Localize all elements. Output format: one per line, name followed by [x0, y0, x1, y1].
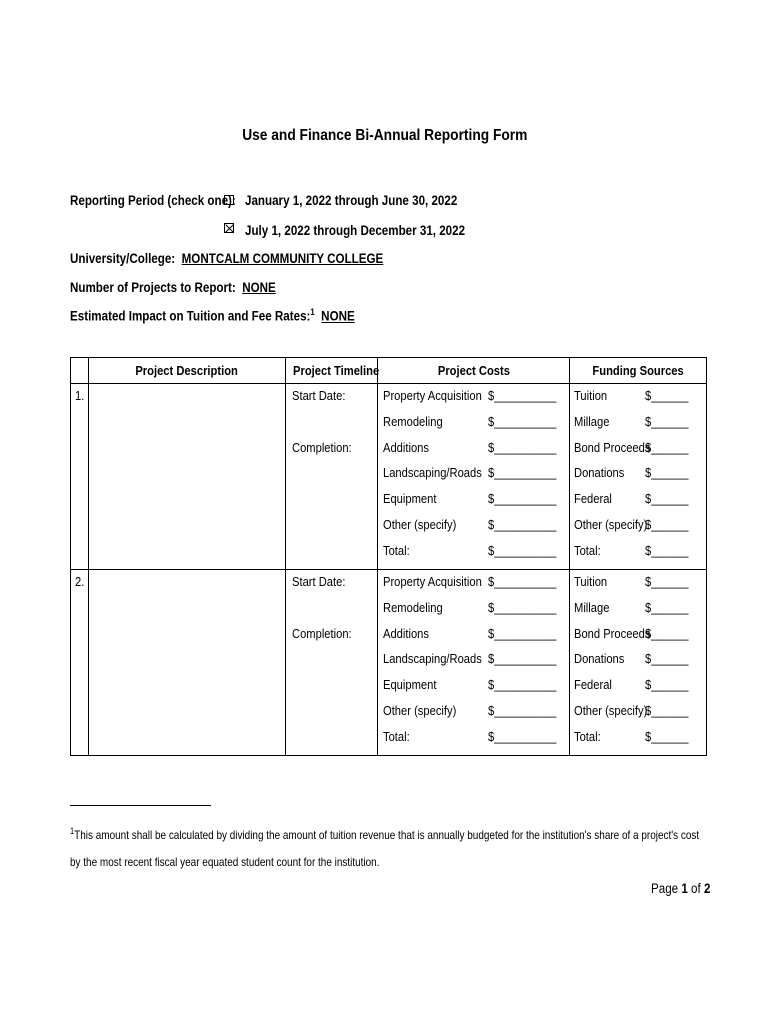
funding-item-label: Donations [574, 651, 625, 667]
header-description: Project Description [89, 358, 286, 384]
cost-amount-field[interactable]: $__________ [488, 651, 557, 667]
cost-item-label: Landscaping/Roads [383, 651, 482, 667]
cost-amount-field[interactable]: $__________ [488, 599, 557, 615]
period-checkbox-2[interactable] [224, 223, 234, 233]
cost-amount-field[interactable]: $__________ [488, 388, 557, 403]
cost-item-label: Additions [383, 439, 429, 455]
completion-label: Completion: [292, 625, 352, 641]
cost-item-label: Remodeling [383, 599, 443, 615]
cost-item-label: Other (specify) [383, 517, 457, 532]
cost-amount-field[interactable]: $__________ [488, 413, 557, 429]
project-number [71, 384, 89, 570]
cost-item-label: Other (specify) [383, 703, 457, 718]
page-prefix: Page [651, 881, 682, 896]
cost-amount-field[interactable]: $__________ [488, 439, 557, 455]
funding-amount-field[interactable]: $______ [645, 517, 689, 532]
header-costs: Project Costs [378, 358, 570, 384]
start-date-label: Start Date: [292, 388, 346, 403]
funding-item-label: Total: [574, 542, 601, 558]
page-current: 1 [681, 881, 688, 896]
period-option-2: July 1, 2022 through December 31, 2022 [245, 223, 466, 238]
funding-item-label: Federal [574, 677, 612, 693]
cost-amount-field[interactable]: $__________ [488, 625, 557, 641]
cost-item-label: Property Acquisition [383, 574, 482, 589]
funding-amount-field[interactable]: $______ [645, 625, 689, 641]
impact-label: Estimated Impact on Tuition and Fee Rates: [70, 308, 311, 324]
cost-amount-field[interactable]: $__________ [488, 677, 557, 693]
table-header-row [71, 358, 707, 384]
project-number-label: 2. [75, 574, 85, 589]
form-title: Use and Finance Bi-Annual Reporting Form [242, 127, 528, 144]
funding-amount-field[interactable]: $______ [645, 574, 689, 589]
header-timeline: Project Timeline [286, 358, 378, 384]
project-description-cell[interactable] [89, 570, 286, 756]
projects-table [70, 357, 707, 756]
footnote-marker: 1 [70, 826, 75, 836]
funding-amount-field[interactable]: $______ [645, 703, 689, 718]
start-date-label: Start Date: [292, 574, 346, 589]
funding-item-label: Federal [574, 491, 612, 507]
funding-item-label: Total: [574, 728, 601, 744]
funding-amount-field[interactable]: $______ [645, 728, 689, 744]
footnote-rule [70, 805, 211, 806]
cost-item-label: Additions [383, 625, 429, 641]
cost-amount-field[interactable]: $__________ [488, 703, 557, 718]
impact-footnote-ref: 1 [310, 307, 315, 317]
header-number [71, 358, 89, 384]
project-costs-cell [378, 570, 570, 756]
university-row [70, 251, 434, 266]
funding-amount-field[interactable]: $______ [645, 677, 689, 693]
funding-amount-field[interactable]: $______ [645, 465, 689, 481]
reporting-period-label: Reporting Period (check one): [70, 193, 236, 208]
num-projects-row [70, 280, 309, 295]
cost-amount-field[interactable]: $__________ [488, 465, 557, 481]
header-funding: Funding Sources [570, 358, 707, 384]
cost-item-label: Landscaping/Roads [383, 465, 482, 481]
cost-amount-field[interactable]: $__________ [488, 517, 557, 532]
period-checkbox-1[interactable] [224, 195, 234, 205]
funding-item-label: Tuition [574, 388, 608, 403]
cost-item-label: Remodeling [383, 413, 443, 429]
cost-item-label: Property Acquisition [383, 388, 482, 403]
period-option-1: January 1, 2022 through June 30, 2022 [245, 193, 458, 208]
university-label: University/College: [70, 251, 176, 266]
funding-sources-cell [570, 570, 707, 756]
funding-amount-field[interactable]: $______ [645, 542, 689, 558]
funding-item-label: Millage [574, 599, 610, 615]
impact-row [70, 307, 401, 324]
footnote-text: This amount shall be calculated by dividing the amount of tuition revenue that is annually budgeted for the institution's share of a project's cost by the most recent fiscal year equated student count for the institution. [70, 828, 700, 869]
num-projects-value: NONE [242, 280, 276, 295]
cost-amount-field[interactable]: $__________ [488, 574, 557, 589]
cost-item-label: Total: [383, 542, 410, 558]
page-total: 2 [703, 881, 711, 896]
cost-amount-field[interactable]: $__________ [488, 728, 557, 744]
funding-item-label: Other (specify) [574, 517, 648, 532]
table-row [71, 384, 707, 570]
university-value: MONTCALM COMMUNITY COLLEGE [181, 251, 384, 266]
funding-amount-field[interactable]: $______ [645, 388, 689, 403]
project-description-cell[interactable] [89, 384, 286, 570]
page-of: of [687, 881, 704, 896]
funding-amount-field[interactable]: $______ [645, 491, 689, 507]
footnote [70, 818, 710, 876]
num-projects-label: Number of Projects to Report: [70, 280, 236, 295]
funding-item-label: Other (specify) [574, 703, 648, 718]
project-costs-cell [378, 384, 570, 570]
cost-item-label: Equipment [383, 677, 437, 693]
funding-item-label: Donations [574, 465, 625, 481]
funding-amount-field[interactable]: $______ [645, 599, 689, 615]
project-number-label: 1. [75, 388, 85, 403]
cost-amount-field[interactable]: $__________ [488, 542, 557, 558]
funding-amount-field[interactable]: $______ [645, 413, 689, 429]
impact-value: NONE [321, 308, 355, 324]
funding-item-label: Bond Proceeds [574, 625, 651, 641]
project-timeline-cell [286, 384, 378, 570]
completion-label: Completion: [292, 439, 352, 455]
funding-amount-field[interactable]: $______ [645, 439, 689, 455]
cost-amount-field[interactable]: $__________ [488, 491, 557, 507]
cost-item-label: Equipment [383, 491, 437, 507]
funding-sources-cell [570, 384, 707, 570]
project-number [71, 570, 89, 756]
funding-item-label: Bond Proceeds [574, 439, 651, 455]
table-row [71, 570, 707, 756]
page-number [651, 881, 720, 896]
funding-amount-field[interactable]: $______ [645, 651, 689, 667]
funding-item-label: Millage [574, 413, 610, 429]
cost-item-label: Total: [383, 728, 410, 744]
project-timeline-cell [286, 570, 378, 756]
funding-item-label: Tuition [574, 574, 608, 589]
